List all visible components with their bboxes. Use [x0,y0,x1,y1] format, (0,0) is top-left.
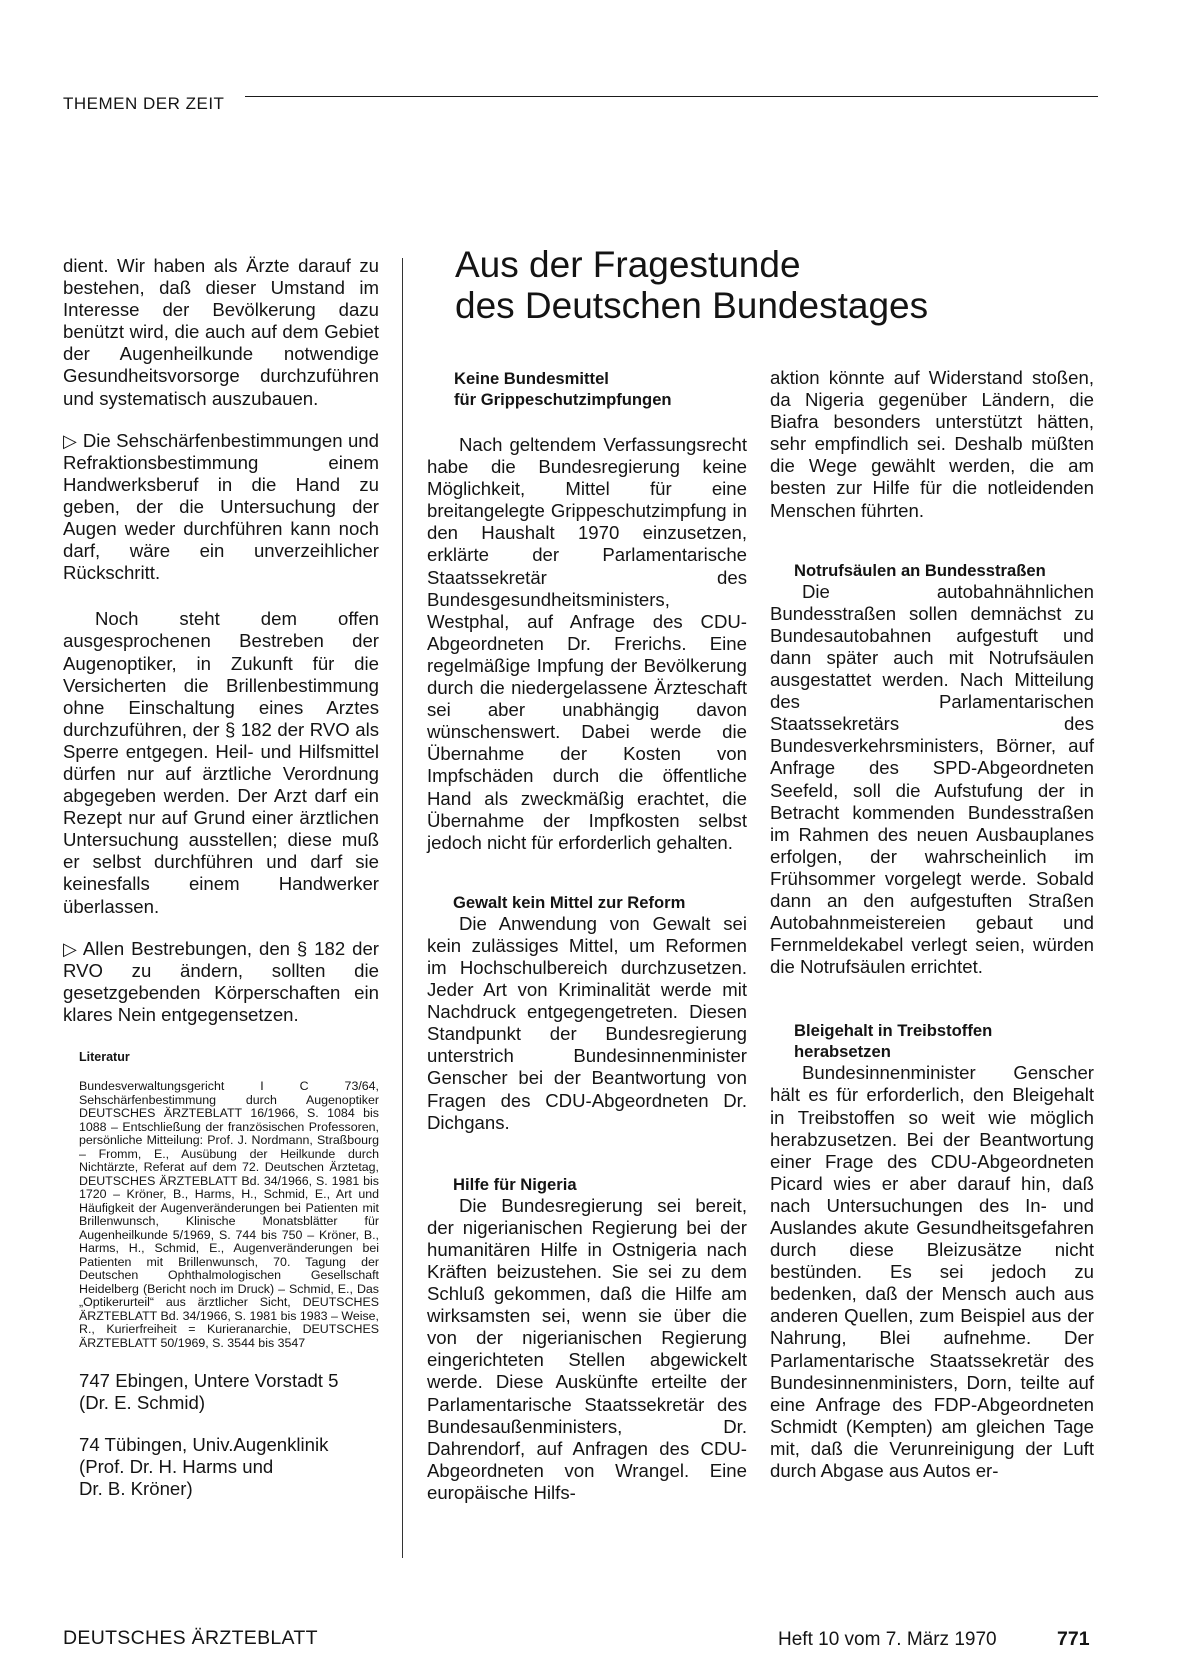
section-5-text: Bundesinnenminister Genscher hält es für erforderlich, den Bleigehalt in Treibstoffen so weit wie möglich herabzusetzen. Bei der Beantwortung einer Frage des CDU-Abgeordneten Picard wies er aber darauf hin, daß nach Untersuchungen des In- und Auslandes akute Gesundheitsgefahren durch diese Bleizusätze nicht bestünden. Es sei jedoch zu bedenken, daß der Mensch auch aus anderen Quellen, zum Beispiel aus der Nahrung, Blei aufnehme. Der Parlamentarische Staatssekretär des Bundesinnenministers, Dorn, teilte auf eine Anfrage des FDP-Abgeordneten Schmidt (Kempten) am gleichen Tage mit, daß die Verunreinigung der Luft durch Abgase aus Autos er- [770,1062,1094,1482]
address-line: (Prof. Dr. H. Harms und [79,1456,274,1478]
left-bullet-1 [63,430,379,585]
left-column [63,255,379,1501]
section-2-heading: Gewalt kein Mittel zur Reform [453,892,686,912]
literature-text: Bundesverwaltungsgericht I C 73/64, Sehschärfenbestimmung durch Augenoptiker DEUTSCHES ÄRZTEBLATT 16/1966, S. 1084 bis 1088 – Entschließung der französischen Professoren, persönliche Mitteilung: Prof. J. Nordmann, Straßbourg – Fromm, E., Ausübung der Heilkunde durch Nichtärzte, Referat auf dem 72. Deutschen Ärztetag, DEUTSCHES ÄRZTEBLATT Bd. 34/1966, S. 1981 bis 1720 – Kröner, B., Harms, H., Schmid, E., Art und Häufigkeit der Augenveränderungen bei Patienten mit Brillenwunsch, Klinische Monatsblätter für Augenheilkunde 5/1969, S. 744 bis 750 – Kröner, B., Harms, H., Schmid, E., Augenveränderungen bei Patienten mit Brillenwunsch, 70. Tagung der Deutschen Ophthalmologischen Gesellschaft Heidelberg (Bericht noch im Druck) – Schmid, E., Das „Optikerurteil“ aus ärztlicher Sicht, DEUTSCHES ÄRZTEBLATT Bd. 34/1966, S. 1981 bis 1983 – Weise, R., Kurierfreiheit = Kurieranarchie, DEUTSCHES ÄRZTEBLATT 50/1969, S. 3544 bis 3547 [79,1079,379,1350]
triangle-arrow-icon: ▷ [63,430,77,451]
address-line: 747 Ebingen, Untere Vorstadt 5 [79,1370,339,1392]
author-address-1 [63,1370,379,1414]
section-heading-line: für Grippeschutzimpfungen [454,390,672,409]
right-column [770,367,1094,1482]
literature-title: Literatur [79,1050,130,1064]
left-paragraph-2: Noch steht dem offen ausgesprochenen Bestreben der Augenoptiker, in Zukunft für die Versicherten die Brillenbestimmung ohne Einschaltung eines Arztes durchzuführen, der § 182 der RVO als Sperre entgegen. Heil- und Hilfsmittel dürfen nur auf ärztliche Verordnung abgegeben werden. Der Arzt darf ein Rezept nur auf Grund einer ärztlichen Untersuchung ausstellen; diese muß er selbst durchführen und darf sie keinesfalls einem Handwerker überlassen. [63,608,379,917]
section-heading-line: Bleigehalt in Treibstoffen [794,1021,993,1041]
left-bullet-1-text: Die Sehschärfenbestimmungen und Refraktionsbestimmung einem Handwerksberuf in die Hand zu geben, der die Untersuchung der Augen weder durchführen kann noch darf, wäre ein unverzeihlicher Rückschritt. [63,429,379,584]
section-3-heading: Hilfe für Nigeria [453,1174,577,1194]
section-1-heading [454,368,754,410]
page-number: 771 [1057,1628,1090,1650]
left-bullet-2-text: Allen Bestrebungen, den § 182 der RVO zu ändern, sollten die gesetzgebenden Körperschaften ein klares Nein entgegensetzen. [63,937,379,1025]
address-line: Dr. B. Kröner) [79,1478,193,1500]
article-title-line-2: des Deutschen Bundestages [455,285,929,326]
article-title [455,244,1095,326]
section-3-continued: aktion könnte auf Widerstand stoßen, da Nigeria gegenüber Ländern, die Biafra besonders unterstützt hätten, sehr empfindlich sei. Deshalb müßten die Wege gewählt werden, die am besten zur Hilfe für die notleidenden Menschen führten. [770,367,1094,521]
section-heading-line: Keine Bundesmittel [454,369,609,388]
section-3-text: Die Bundesregierung sei bereit, der nigerianischen Regierung bei der humanitären Hilfe in Ostnigeria nach Kräften beizustehen. Sie sei zu dem Schluß gekommen, daß die Hilfe am wirksamsten sei, wenn sie über die von der nigerianischen Regierung eingerichteten Stellen abgewickelt werde. Diese Auskünfte erteilte der Parlamentarische Staatssekretär des Bundesaußenministers, Dr. Dahrendorf, auf Anfragen des CDU-Abgeordneten von Wrangel. Eine europäische Hilfs- [427,1194,747,1503]
header-rule [245,96,1098,97]
left-paragraph-1: dient. Wir haben als Ärzte darauf zu bestehen, daß dieser Umstand im Interesse der Bevölkerung dazu benützt wird, die auch auf dem Gebiet der Augenheilkunde notwendige Gesundheitsvorsorge durchzuführen und systematisch auszubauen. [63,255,379,409]
left-bullet-2 [63,938,379,1026]
section-5-heading [770,1020,1094,1062]
section-2-text: Die Anwendung von Gewalt sei kein zulässiges Mittel, um Reformen im Hochschulbereich durchzusetzen. Jeder Art von Kriminalität werde mit Nachdruck entgegengetreten. Diesen Standpunkt der Bundesregierung unterstrich Bundesinnenminister Genscher bei der Beantwortung von Fragen des CDU-Abgeordneten Dr. Dichgans. [427,912,747,1133]
section-1-text: Nach geltendem Verfassungsrecht habe die Bundesregierung keine Möglichkeit, Mittel für eine breitangelegte Grippeschutzimpfung in den Haushalt 1970 einzusetzen, erklärte der Parlamentarische Staatssekretär des Bundesgesundheitsministers, Westphal, auf Anfrage des CDU-Abgeordneten Dr. Frerichs. Eine regelmäßige Impfung der Bevölkerung durch die niedergelassene Ärzteschaft sei aber unabhängig davon wünschenswert. Dabei werde die Übernahme der Kosten von Impfschäden durch die öffentliche Hand als zweckmäßig erachtet, die Übernahme der Impfkosten selbst jedoch nicht für erforderlich gehalten. [427,434,747,853]
address-line: 74 Tübingen, Univ.Augenklinik [79,1434,329,1456]
footer-issue: Heft 10 vom 7. März 1970 [778,1629,997,1650]
author-address-2 [63,1434,379,1500]
middle-column [427,434,747,1504]
section-heading-line: herabsetzen [794,1042,891,1062]
triangle-arrow-icon: ▷ [63,938,77,959]
section-4-heading: Notrufsäulen an Bundesstraßen [794,560,1046,580]
address-line: (Dr. E. Schmid) [79,1392,206,1414]
footer-journal-name: DEUTSCHES ÄRZTEBLATT [63,1627,318,1649]
column-divider [402,258,403,1558]
section-4-text: Die autobahnähnlichen Bundesstraßen sollen demnächst zu Bundesautobahnen aufgestuft und dann später auch mit Notrufsäulen ausgestattet werden. Nach Mitteilung des Parlamentarischen Staatssekretärs des Bundesverkehrsministers, Börner, auf Anfrage des SPD-Abgeordneten Seefeld, soll die Aufstufung der in Betracht kommenden Bundesstraßen im Rahmen des neuen Ausbauplanes erfolgen, der wahrscheinlich im Frühsommer vorgelegt werde. Sobald dann an den aufgestuften Straßen Autobahnmeistereien gebaut und Fernmeldekabel verlegt seien, würden die Notrufsäulen errichtet. [770,580,1094,978]
article-title-line-1: Aus der Fragestunde [455,244,801,285]
section-label: THEMEN DER ZEIT [63,94,225,113]
